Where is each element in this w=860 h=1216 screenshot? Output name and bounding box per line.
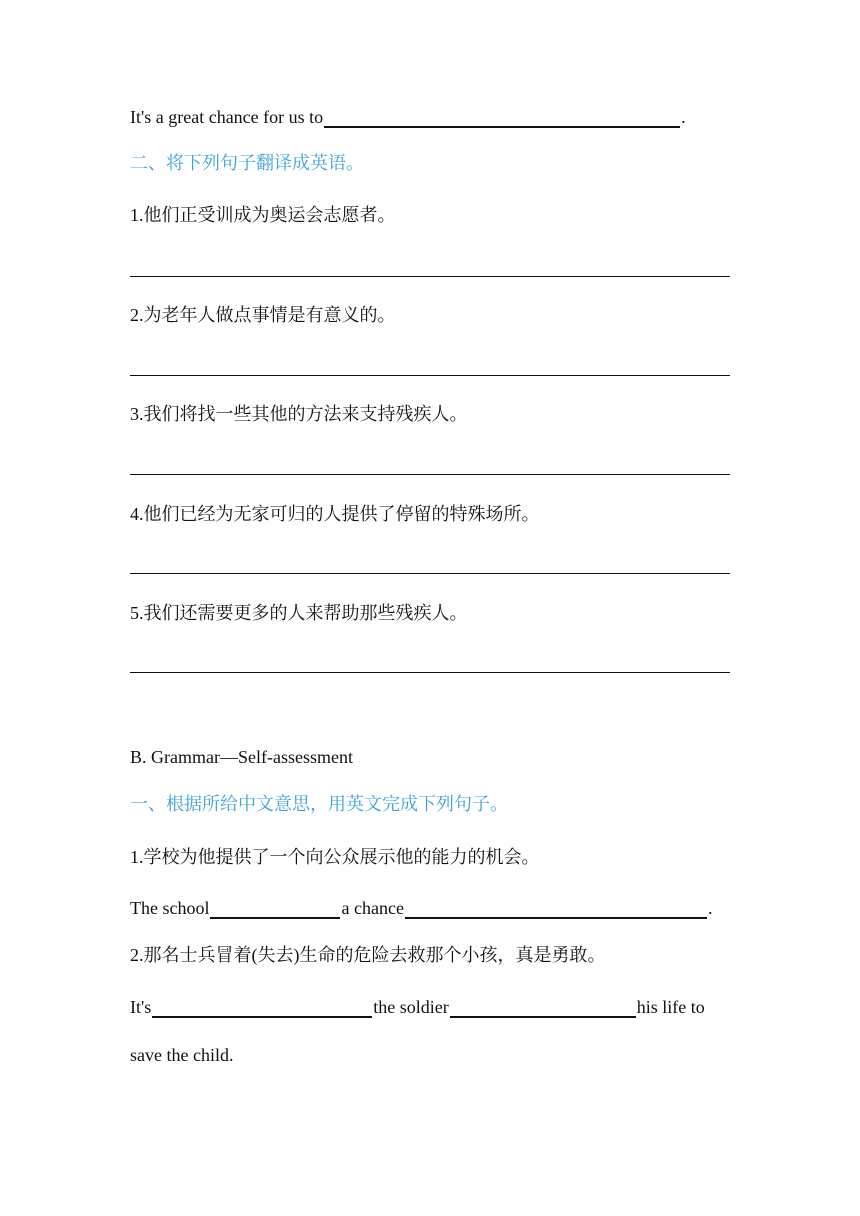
- answer-blank[interactable]: [210, 899, 340, 919]
- q2-part2: the soldier: [373, 997, 449, 1017]
- answer-blank[interactable]: [324, 108, 680, 128]
- translate-item-3: 3.我们将找一些其他的方法来支持残疾人。: [130, 404, 468, 424]
- answer-line-3[interactable]: [130, 474, 730, 475]
- question-2-sentence: [130, 996, 730, 1018]
- question-1-sentence: [130, 897, 730, 919]
- answer-line-4[interactable]: [130, 573, 730, 574]
- translate-item-1: 1.他们正受训成为奥运会志愿者。: [130, 205, 396, 225]
- top-sentence-text: It's a great chance for us to: [130, 107, 324, 127]
- section-heading-translate: 二、将下列句子翻译成英语。: [130, 153, 364, 174]
- answer-line-2[interactable]: [130, 375, 730, 376]
- q2-part3: his life to: [636, 997, 705, 1017]
- translate-item-4: 4.他们已经为无家可归的人提供了停留的特殊场所。: [130, 504, 540, 524]
- part-b-title: B. Grammar—Self-assessment: [130, 747, 353, 767]
- question-2-chinese: 2.那名士兵冒着(失去)生命的危险去救那个小孩，真是勇敢。: [130, 945, 606, 965]
- sentence-end: .: [707, 898, 713, 918]
- section-heading-complete: 一、根据所给中文意思，用英文完成下列句子。: [130, 794, 508, 815]
- sentence-end: .: [681, 107, 686, 127]
- answer-line-1[interactable]: [130, 276, 730, 277]
- q2-part1: It's: [130, 997, 152, 1017]
- answer-blank[interactable]: [405, 899, 707, 919]
- question-1-chinese: 1.学校为他提供了一个向公众展示他的能力的机会。: [130, 847, 540, 867]
- translate-item-5: 5.我们还需要更多的人来帮助那些残疾人。: [130, 603, 468, 623]
- q1-part1: The school: [130, 898, 210, 918]
- question-2-line2: save the child.: [130, 1045, 234, 1065]
- answer-blank[interactable]: [152, 998, 372, 1018]
- translate-item-2: 2.为老年人做点事情是有意义的。: [130, 305, 396, 325]
- answer-line-5[interactable]: [130, 672, 730, 673]
- answer-blank[interactable]: [450, 998, 636, 1018]
- top-sentence: [130, 106, 730, 128]
- q1-part2: a chance: [341, 898, 404, 918]
